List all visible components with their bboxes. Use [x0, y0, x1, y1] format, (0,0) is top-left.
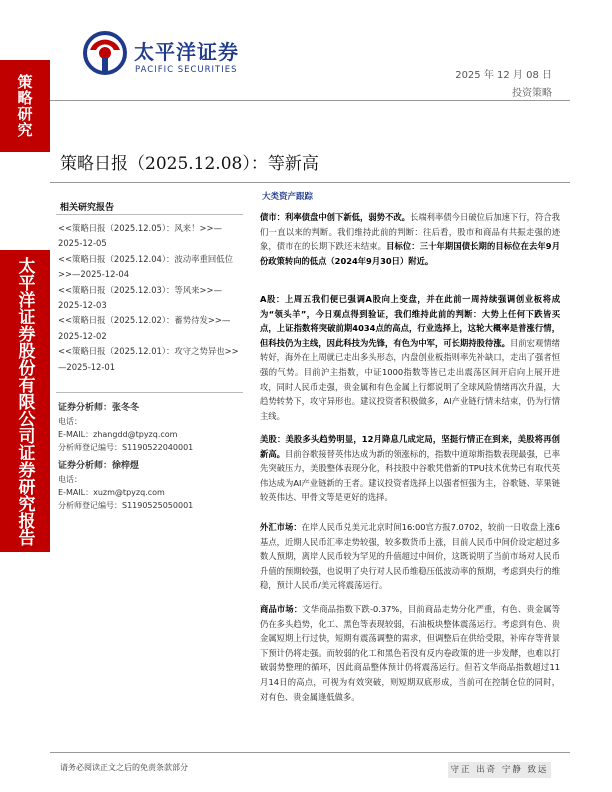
report-date: 2025 年 12 月 08 日	[455, 70, 552, 81]
analyst-email[interactable]: E-MAIL：zhangdd@tpyzq.com	[58, 430, 178, 439]
analyst-block	[58, 401, 243, 454]
related-report-item[interactable]: <<策略日报（2025.12.02）：蓄势待发>>—2025-12-02	[58, 315, 231, 341]
analyst-cert: 分析师登记编号：S1190525050001	[58, 501, 194, 510]
analyst-label: 证券分析师：	[58, 461, 113, 471]
commodity-market-para	[260, 602, 560, 704]
section-title: 大类资产跟踪	[262, 192, 314, 202]
fx-market-para	[260, 520, 560, 593]
para-bold: 上周五我们便已强调A股向上变盘，并在此前一周持续强调创业板将成为“领头羊”，今日观点得到验证，我们维持此前的判断：大势上任何下跌皆买点，上证指数将突破前期4034点的高点，行业选择上，这轮大概率是普涨行情，但科技仍为主线，因此科技为先锋，有色为中军，可长期持股待涨。	[260, 294, 560, 348]
para-lead: 美股：	[260, 434, 286, 444]
footer-motto: 守正 出奇 宁静 致远	[448, 762, 551, 778]
para-bold: 利率债盘中创下新低，弱势不改。	[285, 212, 410, 222]
para-text: 文华商品指数下跌-0.37%，目前商品走势分化严重，有色、贵金属等仍在多头趋势，化工、黑色等表现较弱，石油板块整体震荡运行。考虑到有色、贵金属短期上行过快，短期有震荡调整的需求，但调整后在供给受限，补库存等背景下预计仍将走强。而较弱的化工和黑色若没有反内卷政策的进一步发酵，也难以打破弱势整理的循环，因此商品整体预计仍将震荡运行。但若文华商品指数超过11月14日的高点，可视为有效突破，则短期双底形成，当前可在控制仓位的同时，对有色、贵金属逢低做多。	[260, 604, 560, 702]
sidebar-bottom-label: 太平洋证券股份有限公司证券研究报告	[14, 256, 35, 546]
related-report-item[interactable]: <<策略日报（2025.12.05）：风来！>>—2025-12-05	[58, 223, 222, 249]
a-share-para	[260, 292, 560, 423]
brand-name-cn: 太平洋证券	[134, 40, 239, 64]
analyst-email[interactable]: E-MAIL：xuzm@tpyzq.com	[58, 488, 165, 497]
report-title: 策略日报（2025.12.08）：等新高	[60, 154, 319, 174]
para-text: 长端利率债今日破位后加速下行，符合我们一直以来的判断。我们维持此前的判断：往后看，股市和商品有共振走强的迹象，债市在的长期下跌还未结束。	[260, 212, 560, 252]
analyst-block	[58, 459, 243, 512]
analyst-phone: 电话：	[58, 475, 82, 484]
para-text: 在岸人民币兑美元北京时间16:00官方报7.0702，较前一日收盘上涨6基点，近期人民币汇率走势较强，较多数货币上涨，目前人民币中间价设定超过多数人预期，离岸人民币较为罕见的升值超过中间价，这既说明了当前市场对人民币升值的预期较强，也说明了央行对人民币维稳压低波动率的预期，考虑到央行的维稳，预计人民币/美元将震荡运行。	[260, 522, 560, 591]
related-reports-list	[58, 221, 240, 375]
analyst-name: 张冬冬	[112, 403, 140, 413]
footer-divider	[50, 752, 570, 753]
header-divider	[50, 100, 570, 101]
related-report-item[interactable]: <<策略日报（2025.12.03）：等风来>>—2025-12-03	[58, 284, 222, 311]
analyst-rule	[56, 392, 243, 393]
para-text: 目前宏观情绪转好，海外在上周就已走出多头形态，内盘创业板指则率先补缺口，走出了强者恒强的气势。目前沪主指数，中证1000指数等皆已走出震荡区间开启向上展开进攻，同时人民币走强，贵金属和有色金属上行都说明了全球风险情绪再次升温，大趋势转势下，攻守异形也。建议投资者积极做多，AI产业链行情未结束，仍为行情主线。	[260, 337, 560, 421]
sidebar-top-label: 策略研究	[15, 74, 34, 138]
analyst-name: 徐梓煜	[112, 461, 140, 471]
para-lead: A股：	[260, 294, 285, 304]
para-bold: 美股多头趋势明显，12月降息几成定局，坚挺行情正在到来，美股将再创新高。	[260, 434, 560, 459]
title-divider	[50, 182, 570, 183]
related-reports-rule	[56, 214, 243, 215]
related-report-item[interactable]: <<策略日报（2025.12.04）：波动率重回低位>>—2025-12-04	[58, 253, 234, 280]
brand-logo	[82, 26, 239, 80]
us-stock-para	[260, 432, 560, 505]
para-lead: 债市：	[260, 212, 285, 222]
bond-market-para	[260, 210, 560, 268]
para-text: 目前谷歌接替英伟达成为新的领涨标的，指数中道琼斯指数表现最强，已率先突破压力，美股整体表现分化，科技股中谷歌凭借新的TPU技术优势已有取代英伟达成为AI产业链新的王者。建议投资者选择上以强者恒强为主，谷歌链、苹果链较英伟达、甲骨文等是更好的选择。	[260, 448, 560, 503]
footer-disclaimer: 请务必阅读正文之后的免责条款部分	[60, 763, 188, 772]
para-lead: 外汇市场：	[260, 522, 302, 532]
brand-name-en: PACIFIC SECURITIES	[135, 65, 238, 75]
analyst-phone: 电话：	[58, 417, 82, 426]
analyst-label: 证券分析师：	[58, 403, 113, 413]
related-report-item[interactable]: <<策略日报（2025.12.01）：攻守之势异也>>—2025-12-01	[58, 346, 239, 372]
para-bold2: 目标位：三十年期国债长期的目标位在去年9月份政策转向的低点（2024年9月30日）附近。	[260, 241, 560, 266]
report-category: 投资策略	[512, 88, 552, 99]
analyst-cert: 分析师登记编号：S1190522040001	[58, 443, 194, 452]
brand-logo-icon	[82, 28, 128, 78]
sidebar	[0, 0, 50, 792]
para-lead: 商品市场：	[260, 604, 303, 614]
related-reports-heading: 相关研究报告	[60, 203, 115, 213]
